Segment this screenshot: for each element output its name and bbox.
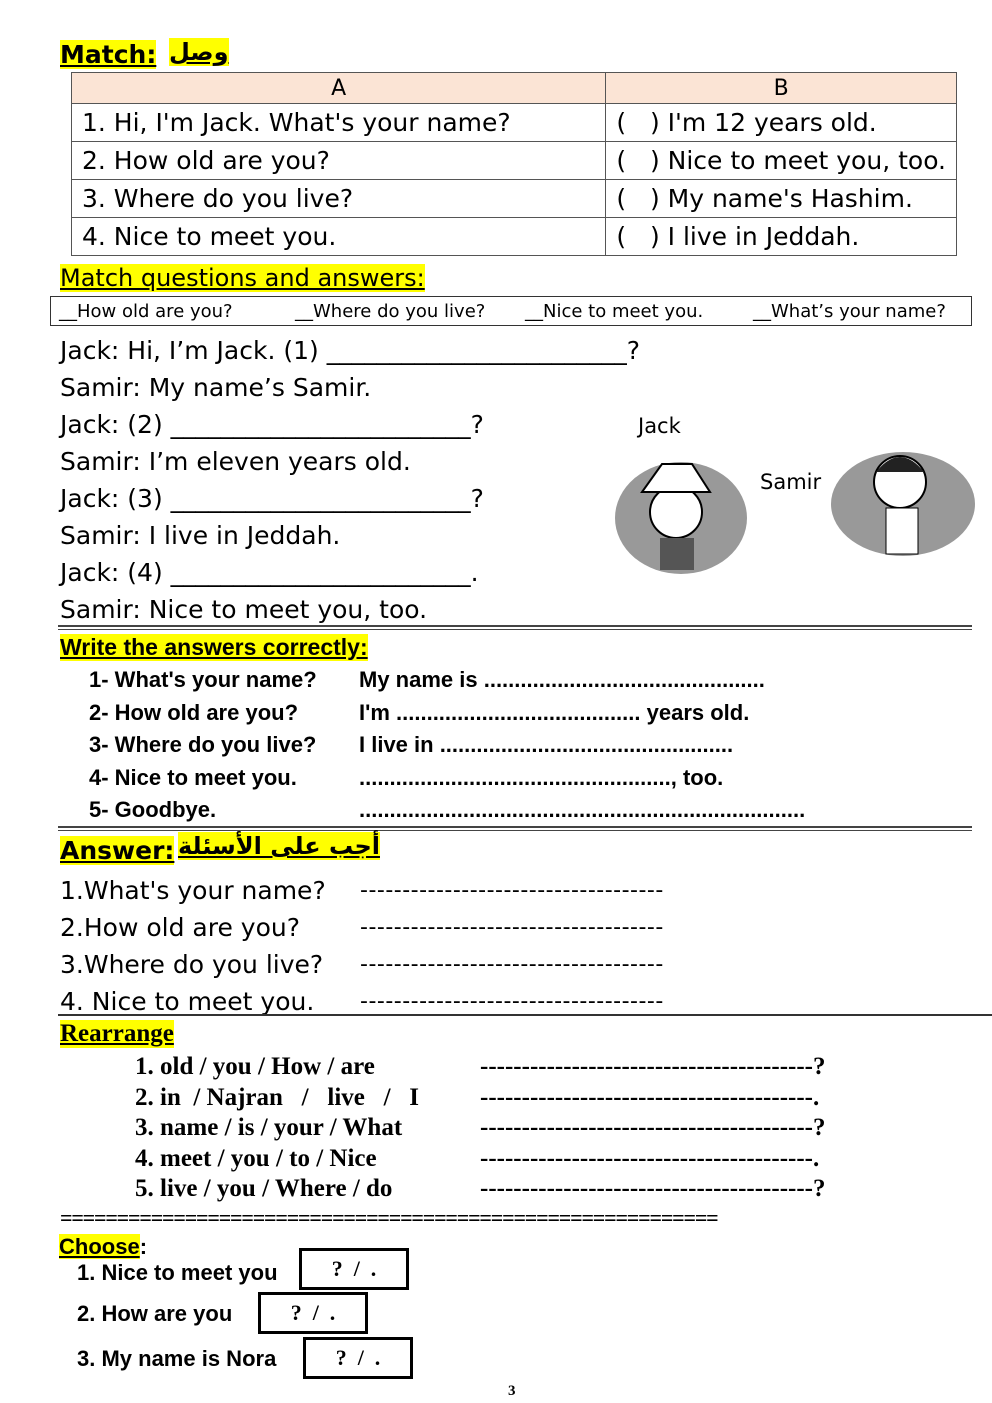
dialogue-line: Jack: (2) ________________________? (60, 410, 484, 439)
answer-line[interactable]: ------------------------------------ (360, 952, 664, 977)
column-b-header: B (606, 73, 957, 104)
table-row (72, 218, 957, 256)
answer-line[interactable]: ------------------------------------ (360, 878, 664, 903)
dialogue-line: Samir: My name’s Samir. (60, 373, 372, 402)
dialogue-line: Samir: Nice to meet you, too. (60, 595, 428, 624)
answer-line[interactable]: ----------------------------------------? (480, 1053, 826, 1080)
answer-line[interactable]: ------------------------------------ (360, 989, 664, 1014)
question: 5- Goodbye. (89, 797, 217, 822)
answer-cell[interactable]: ( ) I live in Jeddah. (606, 218, 957, 256)
word-set: 2. in / Najran / live / I (135, 1083, 420, 1111)
option: __Nice to meet you. (525, 301, 704, 322)
divider (58, 826, 972, 831)
question-cell: 2. How old are you? (72, 142, 606, 180)
answer-cell[interactable]: ( ) Nice to meet you, too. (606, 142, 957, 180)
answer-title-arabic: أجب على الأسئلة (178, 832, 380, 860)
answer-blank[interactable]: ..................................................., too. (359, 764, 724, 790)
question: 4- Nice to meet you. (89, 764, 297, 790)
answer-blank[interactable]: ......................................................................... (359, 797, 806, 822)
choose-item: 2. How are you (77, 1301, 233, 1326)
choose-heading (59, 1234, 147, 1260)
column-a-header: A (72, 73, 606, 104)
option: __What’s your name? (753, 301, 946, 322)
divider (58, 625, 972, 630)
word-set: 1. old / you / How / are (135, 1053, 375, 1080)
question-cell: 1. Hi, I'm Jack. What's your name? (72, 104, 606, 142)
table-row (72, 180, 957, 218)
answer-line[interactable]: ----------------------------------------. (480, 1144, 820, 1172)
word-set: 5. live / you / Where / do (135, 1175, 393, 1202)
word-set: 3. name / is / your / What (135, 1114, 403, 1141)
options-box (50, 296, 972, 326)
option: __Where do you live? (295, 301, 486, 322)
answer-line[interactable]: ----------------------------------------. (480, 1083, 820, 1111)
question-cell: 3. Where do you live? (72, 180, 606, 218)
answer-title: Answer: (60, 836, 175, 865)
option: __How old are you? (59, 301, 233, 322)
answer-cell[interactable]: ( ) My name's Hashim. (606, 180, 957, 218)
answer-blank[interactable]: I live in ................................................ (359, 732, 734, 757)
rearrange-title: Rearrange (60, 1020, 174, 1047)
write-questions (89, 664, 317, 827)
answer-blank[interactable]: I'm ........................................ years old. (359, 699, 750, 725)
question: 4. Nice to meet you. (60, 987, 315, 1016)
question: 1.What's your name? (60, 876, 326, 905)
dialogue-line: Samir: I’m eleven years old. (60, 447, 411, 476)
question-cell: 4. Nice to meet you. (72, 218, 606, 256)
jack-illustration (612, 452, 750, 576)
question: 2- How old are you? (89, 699, 299, 725)
choose-box[interactable]: ? / . (299, 1248, 409, 1290)
rearrange-lines (480, 1052, 826, 1205)
match-title-arabic: وصل (169, 38, 229, 66)
answer-questions (60, 872, 326, 1020)
samir-illustration (830, 442, 976, 558)
choose-title: Choose (59, 1234, 140, 1259)
answer-blank[interactable]: My name is .............................................. (359, 667, 765, 692)
choose-item: 1. Nice to meet you (77, 1260, 278, 1285)
answer-line[interactable]: ------------------------------------ (360, 915, 664, 940)
answer-line[interactable]: ----------------------------------------? (480, 1175, 826, 1202)
divider (58, 1014, 992, 1016)
choose-item: 3. My name is Nora (77, 1346, 277, 1371)
table-row (72, 104, 957, 142)
question: 3- Where do you live? (89, 732, 317, 757)
write-title: Write the answers correctly: (60, 634, 368, 660)
jack-label: Jack (638, 414, 681, 438)
samir-label: Samir (760, 470, 822, 494)
word-set: 4. meet / you / to / Nice (135, 1144, 377, 1172)
colon: : (139, 1234, 148, 1259)
question: 3.Where do you live? (60, 950, 324, 979)
page-number: 3 (508, 1383, 516, 1399)
table-row (72, 142, 957, 180)
answer-lines (360, 872, 664, 1020)
match-table (71, 72, 957, 256)
dialogue-line: Jack: Hi, I’m Jack. (1) ________________________? (60, 336, 640, 365)
rearrange-words (135, 1052, 419, 1205)
answer-cell[interactable]: ( ) I'm 12 years old. (606, 104, 957, 142)
choose-box[interactable]: ? / . (303, 1337, 413, 1379)
dialogue (60, 332, 640, 628)
dialogue-line: Jack: (3) ________________________? (60, 484, 484, 513)
match-title: Match: (60, 40, 157, 69)
separator: ========================================================== (60, 1205, 718, 1230)
dialogue-line: Jack: (4) ________________________. (60, 558, 479, 587)
write-answers (359, 664, 805, 827)
question: 1- What's your name? (89, 667, 317, 692)
question: 2.How old are you? (60, 913, 300, 942)
answer-line[interactable]: ----------------------------------------? (480, 1114, 826, 1141)
dialogue-line: Samir: I live in Jeddah. (60, 521, 341, 550)
dialogue-title: Match questions and answers: (60, 264, 425, 292)
choose-box[interactable]: ? / . (258, 1292, 368, 1334)
